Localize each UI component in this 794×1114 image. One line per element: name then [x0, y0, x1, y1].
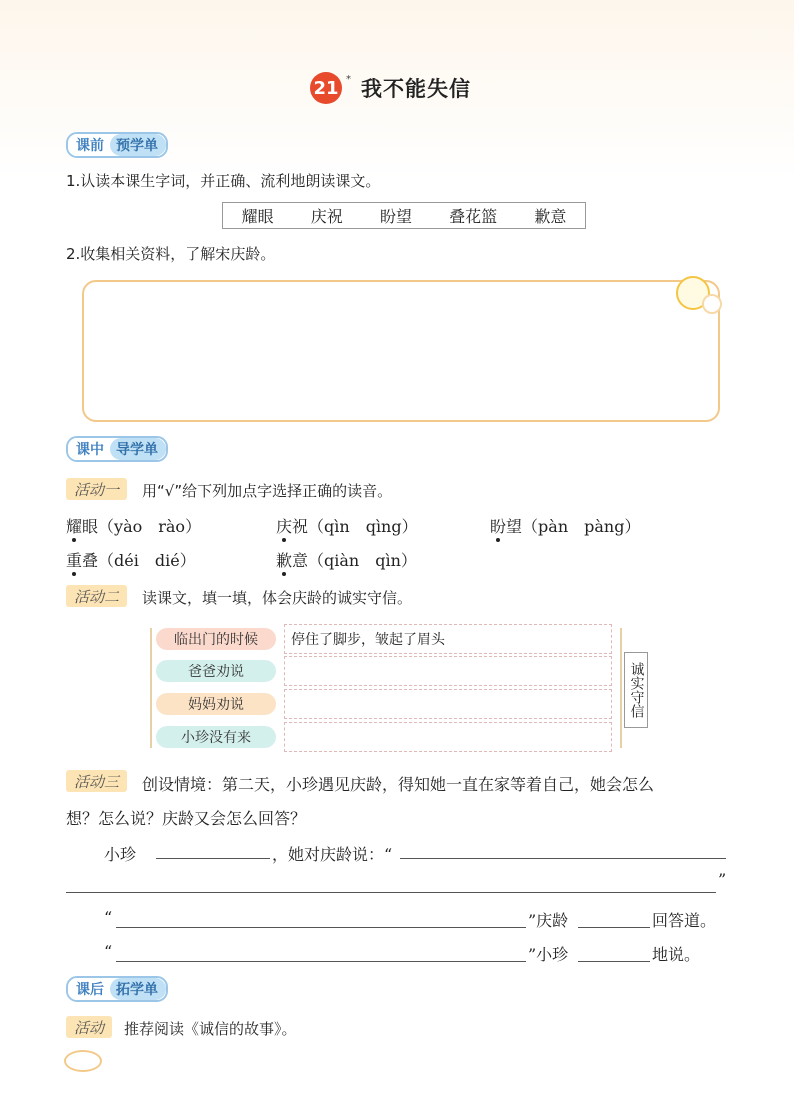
answer-cell[interactable]: [284, 656, 612, 686]
connector-line-right: [620, 628, 622, 748]
word-item: 盼望: [379, 207, 412, 226]
after-activity-tag: 活动: [66, 1016, 112, 1038]
blank-line[interactable]: [156, 858, 270, 859]
pinyin-item: 重叠（déi dié）: [66, 548, 196, 571]
scene-label: 爸爸劝说: [156, 660, 276, 682]
page-title: [310, 72, 471, 104]
scene-label: 妈妈劝说: [156, 693, 276, 715]
open-quote: “: [104, 942, 113, 961]
blank-line[interactable]: [66, 892, 716, 893]
activity-1-tag: 活动一: [66, 478, 127, 500]
section-badge-in: 课中 导学单: [66, 436, 168, 462]
blank-line[interactable]: [578, 961, 650, 962]
activity-3-tag: 活动三: [66, 770, 127, 792]
question-1: 1.认读本课生字词，并正确、流利地朗读课文。: [66, 172, 381, 190]
lesson-number-badge: 21: [310, 72, 342, 104]
after-activity-instruction: 推荐阅读《诚信的故事》。: [124, 1020, 297, 1038]
activity-1-instruction: 用“√”给下列加点字选择正确的读音。: [142, 482, 393, 500]
scene-label: 临出门的时候: [156, 628, 276, 650]
word-item: 耀眼: [241, 207, 274, 226]
blank-line[interactable]: [116, 927, 526, 928]
word-item: 歉意: [534, 207, 567, 226]
oval-decoration-icon: [64, 1050, 102, 1072]
activity-3-instruction-1: 创设情境：第二天，小珍遇见庆龄，得知她一直在家等着自己，她会怎么: [142, 775, 655, 794]
blank-line[interactable]: [116, 961, 526, 962]
dialogue-text: ”庆龄: [528, 911, 569, 930]
scene-label: 小珍没有来: [156, 726, 276, 748]
dialogue-text: ”小珍: [528, 945, 569, 964]
close-quote: ”: [718, 870, 727, 889]
open-quote: “: [104, 908, 113, 927]
star-mark: *: [346, 74, 351, 85]
answer-cell[interactable]: [284, 722, 612, 752]
circle-decoration-icon: [702, 294, 722, 314]
pinyin-item: 盼望（pàn pàng）: [490, 514, 640, 537]
section-badge-pre: 课前 预学单: [66, 132, 168, 158]
side-label: 诚实守信: [624, 652, 648, 728]
dialogue-text: 地说。: [652, 945, 701, 964]
answer-cell[interactable]: [284, 689, 612, 719]
section-badge-after: 课后 拓学单: [66, 976, 168, 1002]
word-item: 叠花篮: [449, 207, 498, 226]
dialogue-text: 小珍: [104, 845, 137, 864]
activity-2-tag: 活动二: [66, 585, 127, 607]
answer-cell[interactable]: 停住了脚步，皱起了眉头: [284, 624, 612, 654]
blank-line[interactable]: [578, 927, 650, 928]
word-list: [222, 202, 586, 229]
activity-3-instruction-2: 想？怎么说？庆龄又会怎么回答？: [66, 809, 307, 828]
activity-2-instruction: 读课文，填一填，体会庆龄的诚实守信。: [142, 589, 413, 607]
pinyin-item: 歉意（qiàn qìn）: [276, 548, 417, 571]
connector-line-left: [150, 628, 152, 748]
dialogue-text: ，她对庆龄说：“: [272, 845, 393, 864]
pinyin-item: 耀眼（yào rào）: [66, 514, 201, 537]
notes-area[interactable]: [82, 280, 720, 422]
blank-line[interactable]: [400, 858, 726, 859]
pinyin-item: 庆祝（qìn qìng）: [276, 514, 418, 537]
dialogue-text: 回答道。: [652, 911, 717, 930]
question-2: 2.收集相关资料，了解宋庆龄。: [66, 245, 276, 263]
word-item: 庆祝: [310, 207, 343, 226]
title-text: 我不能失信: [361, 77, 471, 101]
